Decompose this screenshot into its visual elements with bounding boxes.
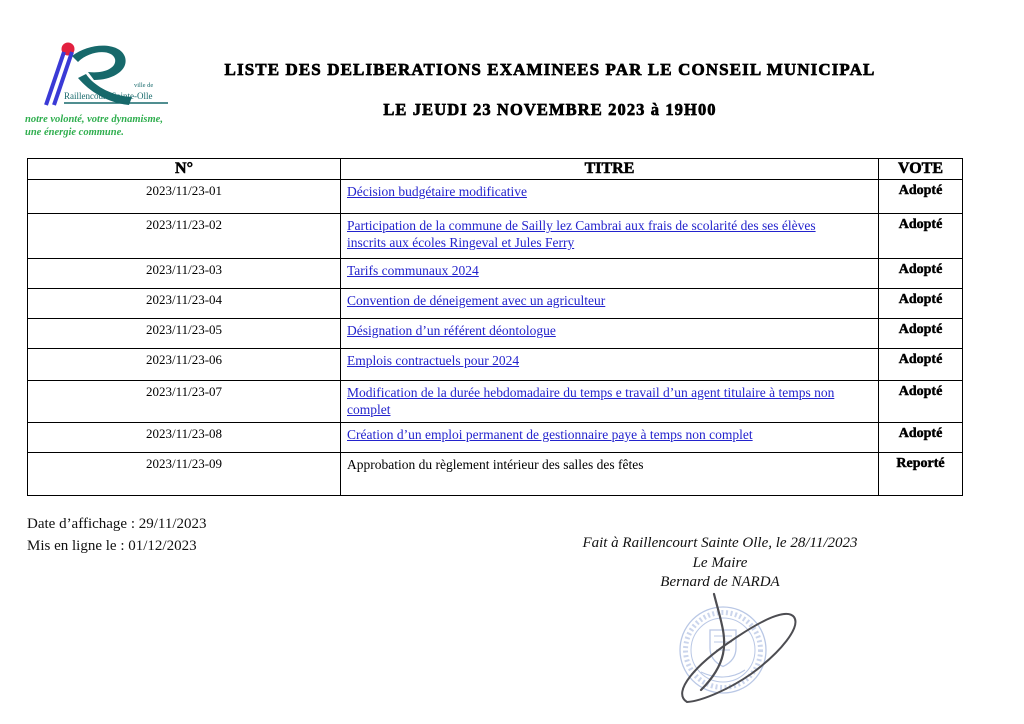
signature-name: Bernard de NARDA — [660, 574, 780, 590]
deliberation-title-cell — [341, 259, 879, 289]
commune-slogan — [25, 113, 163, 139]
deliberation-title-cell — [341, 423, 879, 453]
vote-value: Adopté — [879, 180, 963, 214]
display-date: Date d’affichage : 29/11/2023 — [27, 516, 207, 532]
deliberation-link[interactable]: Tarifs communaux 2024 — [347, 263, 479, 278]
slogan-line-2: une énergie commune. — [25, 127, 124, 138]
publication-dates — [27, 513, 207, 557]
deliberation-link[interactable]: Création d’un emploi permanent de gestionnaire paye à temps non complet — [347, 427, 753, 442]
deliberation-number: 2023/11/23-08 — [28, 423, 341, 453]
vote-value: Adopté — [879, 319, 963, 349]
signature-role: Le Maire — [692, 554, 748, 571]
header-number: N° — [28, 159, 341, 180]
table-header-row — [28, 159, 963, 180]
signature-place-date: Fait à Raillencourt Sainte Olle, le 28/11/2023 — [582, 535, 858, 551]
deliberation-title-cell — [341, 180, 879, 214]
vote-value: Reporté — [879, 453, 963, 496]
header-vote: VOTE — [879, 159, 963, 180]
logo-ville-de: ville de — [134, 82, 154, 89]
signature-block — [520, 534, 920, 593]
deliberation-number: 2023/11/23-01 — [28, 180, 341, 214]
deliberation-number: 2023/11/23-06 — [28, 349, 341, 381]
deliberation-title-cell — [341, 453, 879, 496]
deliberation-number: 2023/11/23-04 — [28, 289, 341, 319]
commune-logo — [28, 30, 178, 110]
deliberation-link[interactable]: Modification de la durée hebdomadaire du temps e travail d’un agent titulaire à temps non complet — [347, 385, 835, 417]
document-title-block — [180, 60, 920, 120]
vote-value: Adopté — [879, 259, 963, 289]
document-title-line2: LE JEUDI 23 NOVEMBRE 2023 à 19H00 — [383, 100, 717, 119]
table-row — [28, 381, 963, 423]
vote-value: Adopté — [879, 214, 963, 259]
deliberation-link[interactable]: Décision budgétaire modificative — [347, 184, 527, 199]
deliberation-title-cell — [341, 289, 879, 319]
table-row — [28, 180, 963, 214]
table-row — [28, 319, 963, 349]
vote-value: Adopté — [879, 289, 963, 319]
deliberation-number: 2023/11/23-03 — [28, 259, 341, 289]
deliberation-title-cell — [341, 381, 879, 423]
vote-value: Adopté — [879, 349, 963, 381]
slogan-line-1: notre volonté, votre dynamisme, — [25, 114, 163, 125]
table-row — [28, 453, 963, 496]
deliberation-title: Approbation du règlement intérieur des salles des fêtes — [347, 457, 644, 472]
deliberation-link[interactable]: Convention de déneigement avec un agriculteur — [347, 293, 606, 308]
vote-value: Adopté — [879, 423, 963, 453]
deliberation-link[interactable]: Désignation d’un référent déontologue — [347, 323, 556, 338]
deliberation-number: 2023/11/23-05 — [28, 319, 341, 349]
header-title: TITRE — [341, 159, 879, 180]
deliberation-number: 2023/11/23-09 — [28, 453, 341, 496]
table-row — [28, 259, 963, 289]
deliberation-title-cell — [341, 349, 879, 381]
table-row — [28, 423, 963, 453]
deliberation-title-cell — [341, 319, 879, 349]
document-title-line1: LISTE DES DELIBERATIONS EXAMINEES PAR LE CONSEIL MUNICIPAL — [224, 60, 876, 79]
vote-value: Adopté — [879, 381, 963, 423]
online-date: Mis en ligne le : 01/12/2023 — [27, 538, 197, 554]
table-row — [28, 289, 963, 319]
deliberation-number: 2023/11/23-02 — [28, 214, 341, 259]
deliberation-title-cell — [341, 214, 879, 259]
stamp-and-signature — [635, 588, 815, 718]
table-row — [28, 214, 963, 259]
deliberation-number: 2023/11/23-07 — [28, 381, 341, 423]
table-row — [28, 349, 963, 381]
logo-commune-name: Raillencourt-Sainte-Olle — [64, 91, 153, 101]
deliberation-link[interactable]: Emplois contractuels pour 2024 — [347, 353, 520, 368]
deliberation-link[interactable]: Participation de la commune de Sailly lez Cambrai aux frais de scolarité des ses élèves inscrits aux écoles Ringeval et Jules Ferry — [347, 218, 816, 250]
deliberations-table-body — [28, 180, 963, 496]
deliberations-table — [27, 158, 963, 496]
